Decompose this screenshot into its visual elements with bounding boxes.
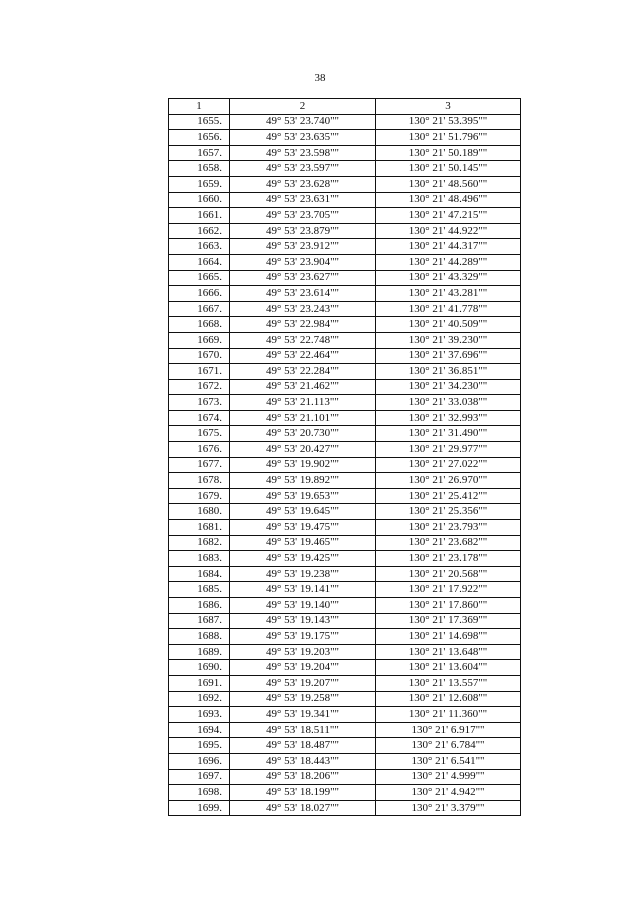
longitude-cell: 130° 21' 32.993"" [376,410,521,426]
longitude-cell: 130° 21' 17.369"" [376,613,521,629]
point-number-cell: 1661. [169,208,230,224]
longitude-cell: 130° 21' 25.356"" [376,504,521,520]
point-number-cell: 1680. [169,504,230,520]
latitude-cell: 49° 53' 23.740"" [230,114,376,130]
table-row [169,239,521,255]
longitude-cell: 130° 21' 23.178"" [376,551,521,567]
point-number-cell: 1677. [169,457,230,473]
latitude-cell: 49° 53' 22.464"" [230,348,376,364]
longitude-cell: 130° 21' 13.557"" [376,675,521,691]
point-number-cell: 1671. [169,364,230,380]
table-row [169,442,521,458]
latitude-cell: 49° 53' 23.879"" [230,223,376,239]
longitude-cell: 130° 21' 23.682"" [376,535,521,551]
point-number-cell: 1656. [169,130,230,146]
point-number-cell: 1685. [169,582,230,598]
table-row [169,707,521,723]
point-number-cell: 1669. [169,332,230,348]
table-row [169,613,521,629]
latitude-cell: 49° 53' 23.627"" [230,270,376,286]
point-number-cell: 1693. [169,707,230,723]
table-row [169,348,521,364]
table-row [169,660,521,676]
table-row [169,488,521,504]
latitude-cell: 49° 53' 18.443"" [230,753,376,769]
longitude-cell: 130° 21' 6.541"" [376,753,521,769]
longitude-cell: 130° 21' 6.784"" [376,738,521,754]
point-number-cell: 1682. [169,535,230,551]
table-row [169,644,521,660]
latitude-cell: 49° 53' 19.238"" [230,566,376,582]
table-row [169,520,521,536]
table-row [169,317,521,333]
table-row [169,145,521,161]
point-number-cell: 1668. [169,317,230,333]
table-row [169,582,521,598]
longitude-cell: 130° 21' 44.922"" [376,223,521,239]
point-number-cell: 1667. [169,301,230,317]
point-number-cell: 1657. [169,145,230,161]
longitude-cell: 130° 21' 17.860"" [376,598,521,614]
longitude-cell: 130° 21' 6.917"" [376,722,521,738]
longitude-cell: 130° 21' 36.851"" [376,364,521,380]
latitude-cell: 49° 53' 19.203"" [230,644,376,660]
point-number-cell: 1673. [169,395,230,411]
table-row [169,364,521,380]
page-number: 38 [314,72,326,84]
table-row [169,785,521,801]
table-row [169,270,521,286]
table-row [169,114,521,130]
table-row [169,426,521,442]
point-number-cell: 1686. [169,598,230,614]
latitude-cell: 49° 53' 18.206"" [230,769,376,785]
point-number-cell: 1674. [169,410,230,426]
longitude-cell: 130° 21' 37.696"" [376,348,521,364]
table-row [169,192,521,208]
table-row [169,286,521,302]
table-row [169,738,521,754]
table-row [169,332,521,348]
latitude-cell: 49° 53' 23.598"" [230,145,376,161]
table-row [169,208,521,224]
latitude-cell: 49° 53' 18.199"" [230,785,376,801]
point-number-cell: 1663. [169,239,230,255]
point-number-cell: 1670. [169,348,230,364]
longitude-cell: 130° 21' 13.648"" [376,644,521,660]
table-header-row [169,99,521,115]
table-row [169,551,521,567]
longitude-cell: 130° 21' 26.970"" [376,473,521,489]
point-number-cell: 1676. [169,442,230,458]
table-row [169,675,521,691]
point-number-cell: 1691. [169,675,230,691]
longitude-cell: 130° 21' 43.281"" [376,286,521,302]
longitude-cell: 130° 21' 4.942"" [376,785,521,801]
latitude-cell: 49° 53' 19.341"" [230,707,376,723]
point-number-cell: 1658. [169,161,230,177]
longitude-cell: 130° 21' 23.793"" [376,520,521,536]
longitude-cell: 130° 21' 44.289"" [376,254,521,270]
latitude-cell: 49° 53' 23.243"" [230,301,376,317]
point-number-cell: 1695. [169,738,230,754]
longitude-cell: 130° 21' 11.360"" [376,707,521,723]
latitude-cell: 49° 53' 18.511"" [230,722,376,738]
point-number-cell: 1664. [169,254,230,270]
point-number-cell: 1666. [169,286,230,302]
table-row [169,753,521,769]
longitude-cell: 130° 21' 47.215"" [376,208,521,224]
point-number-cell: 1694. [169,722,230,738]
latitude-cell: 49° 53' 23.705"" [230,208,376,224]
table-row [169,598,521,614]
table-row [169,769,521,785]
table-row [169,301,521,317]
point-number-cell: 1684. [169,566,230,582]
latitude-cell: 49° 53' 20.427"" [230,442,376,458]
point-number-cell: 1690. [169,660,230,676]
point-number-cell: 1689. [169,644,230,660]
table-row [169,629,521,645]
point-number-cell: 1696. [169,753,230,769]
point-number-cell: 1699. [169,800,230,816]
longitude-cell: 130° 21' 50.145"" [376,161,521,177]
table-row [169,176,521,192]
column-header-3: 3 [376,99,521,115]
latitude-cell: 49° 53' 23.635"" [230,130,376,146]
table-row [169,691,521,707]
longitude-cell: 130° 21' 51.796"" [376,130,521,146]
longitude-cell: 130° 21' 33.038"" [376,395,521,411]
table-row [169,254,521,270]
column-header-2: 2 [230,99,376,115]
point-number-cell: 1697. [169,769,230,785]
latitude-cell: 49° 53' 21.462"" [230,379,376,395]
column-header-1: 1 [169,99,230,115]
latitude-cell: 49° 53' 23.614"" [230,286,376,302]
latitude-cell: 49° 53' 23.631"" [230,192,376,208]
latitude-cell: 49° 53' 19.140"" [230,598,376,614]
point-number-cell: 1659. [169,176,230,192]
latitude-cell: 49° 53' 21.113"" [230,395,376,411]
longitude-cell: 130° 21' 13.604"" [376,660,521,676]
table-row [169,473,521,489]
longitude-cell: 130° 21' 40.509"" [376,317,521,333]
latitude-cell: 49° 53' 19.645"" [230,504,376,520]
table-row [169,130,521,146]
latitude-cell: 49° 53' 19.207"" [230,675,376,691]
longitude-cell: 130° 21' 50.189"" [376,145,521,161]
point-number-cell: 1683. [169,551,230,567]
table-row [169,410,521,426]
latitude-cell: 49° 53' 18.027"" [230,800,376,816]
point-number-cell: 1681. [169,520,230,536]
point-number-cell: 1675. [169,426,230,442]
latitude-cell: 49° 53' 19.143"" [230,613,376,629]
latitude-cell: 49° 53' 22.284"" [230,364,376,380]
longitude-cell: 130° 21' 31.490"" [376,426,521,442]
table-row [169,223,521,239]
point-number-cell: 1698. [169,785,230,801]
latitude-cell: 49° 53' 19.465"" [230,535,376,551]
longitude-cell: 130° 21' 25.412"" [376,488,521,504]
longitude-cell: 130° 21' 48.496"" [376,192,521,208]
point-number-cell: 1688. [169,629,230,645]
table-row [169,800,521,816]
longitude-cell: 130° 21' 39.230"" [376,332,521,348]
point-number-cell: 1662. [169,223,230,239]
longitude-cell: 130° 21' 14.698"" [376,629,521,645]
latitude-cell: 49° 53' 18.487"" [230,738,376,754]
latitude-cell: 49° 53' 19.204"" [230,660,376,676]
point-number-cell: 1660. [169,192,230,208]
point-number-cell: 1687. [169,613,230,629]
longitude-cell: 130° 21' 53.395"" [376,114,521,130]
longitude-cell: 130° 21' 4.999"" [376,769,521,785]
latitude-cell: 49° 53' 19.425"" [230,551,376,567]
latitude-cell: 49° 53' 21.101"" [230,410,376,426]
point-number-cell: 1665. [169,270,230,286]
table-body [169,114,521,816]
longitude-cell: 130° 21' 34.230"" [376,379,521,395]
point-number-cell: 1672. [169,379,230,395]
longitude-cell: 130° 21' 17.922"" [376,582,521,598]
table-row [169,457,521,473]
longitude-cell: 130° 21' 3.379"" [376,800,521,816]
point-number-cell: 1678. [169,473,230,489]
table-row [169,504,521,520]
longitude-cell: 130° 21' 48.560"" [376,176,521,192]
latitude-cell: 49° 53' 23.904"" [230,254,376,270]
point-number-cell: 1655. [169,114,230,130]
table-row [169,161,521,177]
longitude-cell: 130° 21' 43.329"" [376,270,521,286]
point-number-cell: 1692. [169,691,230,707]
longitude-cell: 130° 21' 12.608"" [376,691,521,707]
latitude-cell: 49° 53' 23.912"" [230,239,376,255]
table-row [169,379,521,395]
latitude-cell: 49° 53' 19.902"" [230,457,376,473]
latitude-cell: 49° 53' 20.730"" [230,426,376,442]
latitude-cell: 49° 53' 22.984"" [230,317,376,333]
table-row [169,395,521,411]
coordinates-table [168,98,521,816]
longitude-cell: 130° 21' 44.317"" [376,239,521,255]
table-row [169,535,521,551]
latitude-cell: 49° 53' 23.597"" [230,161,376,177]
point-number-cell: 1679. [169,488,230,504]
latitude-cell: 49° 53' 22.748"" [230,332,376,348]
latitude-cell: 49° 53' 19.258"" [230,691,376,707]
longitude-cell: 130° 21' 29.977"" [376,442,521,458]
latitude-cell: 49° 53' 19.175"" [230,629,376,645]
latitude-cell: 49° 53' 19.141"" [230,582,376,598]
longitude-cell: 130° 21' 20.568"" [376,566,521,582]
table-row [169,722,521,738]
latitude-cell: 49° 53' 19.653"" [230,488,376,504]
latitude-cell: 49° 53' 23.628"" [230,176,376,192]
table-row [169,566,521,582]
longitude-cell: 130° 21' 27.022"" [376,457,521,473]
latitude-cell: 49° 53' 19.475"" [230,520,376,536]
longitude-cell: 130° 21' 41.778"" [376,301,521,317]
latitude-cell: 49° 53' 19.892"" [230,473,376,489]
